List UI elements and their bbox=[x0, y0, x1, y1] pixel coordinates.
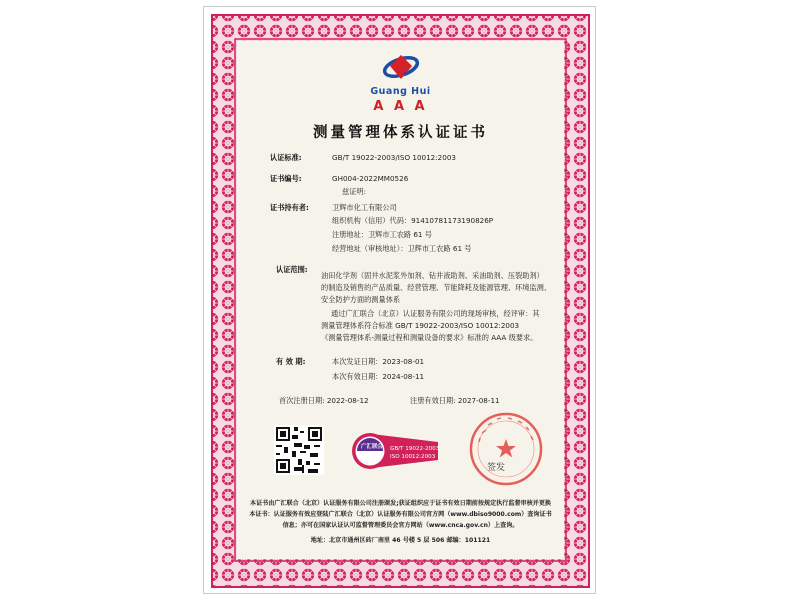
qr-code-icon bbox=[274, 425, 324, 475]
footer-line: 信息；亦可在国家认证认可监督管理委员会官方网站（www.cnca.gov.cn）上查询。 bbox=[282, 522, 519, 529]
signature: 签发 bbox=[487, 463, 506, 473]
scope-line: 的制造及销售的产品质量、经营管理、节能降耗及能源管理、环境监测、 bbox=[321, 283, 552, 292]
review-line: 测量管理体系符合标准 GB/T 19022-2003/ISO 10012:2003 bbox=[321, 321, 520, 330]
logo-text: Guang Hui bbox=[370, 86, 431, 97]
issue-date: 本次发证日期：2023-08-01 bbox=[332, 357, 425, 366]
scope-label: 认证范围: bbox=[276, 265, 308, 274]
standard-value: GB/T 19022-2003/ISO 10012:2003 bbox=[332, 153, 456, 162]
badge-brand: 广汇联合 bbox=[361, 444, 384, 450]
certificate bbox=[203, 6, 596, 594]
registered-address: 注册地址：卫辉市工农路 61 号 bbox=[332, 230, 432, 239]
holder-label: 证书持有者: bbox=[270, 203, 309, 212]
scope-line: 油田化学剂（固井水泥浆外加剂、钻井液助剂、采油助剂、压裂助剂） bbox=[321, 271, 544, 280]
guanghui-logo-icon bbox=[381, 51, 421, 85]
standard-label: 认证标准: bbox=[270, 153, 302, 162]
official-seal-icon bbox=[468, 411, 544, 487]
holder-name: 卫辉市化工有限公司 bbox=[332, 203, 397, 212]
certificate-title: 测量管理体系认证证书 bbox=[313, 125, 488, 141]
expiry-date: 本次有效日期：2024-08-11 bbox=[332, 372, 425, 381]
footer-line: 本证书：认证服务有效应登陆广汇联合（北京）认证服务有限公司官方网（www.dbiso9000.com）查询证书 bbox=[249, 511, 552, 518]
review-line: 通过广汇联合（北京）认证服务有限公司的现场审核，经评审：其 bbox=[331, 309, 540, 318]
scope-line: 安全防护方面的测量体系 bbox=[321, 295, 401, 304]
badge-standard-1: GB/T 19022-2003 bbox=[390, 446, 440, 452]
grade-label: A A A bbox=[373, 99, 428, 114]
registration-expiry-date: 注册有效日期: 2027-08-11 bbox=[410, 396, 500, 405]
cert-sub-label: 兹证明: bbox=[342, 187, 366, 196]
cert-no-value: GH004-2022MM0526 bbox=[332, 174, 409, 183]
operating-address: 经营地址（审核地址）：卫辉市工农路 61 号 bbox=[332, 244, 472, 253]
footer-line: 本证书由广汇联合（北京）认证服务有限公司注册颁发;获证组织应于证书有效日期前按规定执行监督审核并更换 bbox=[249, 500, 552, 507]
validity-label: 有 效 期: bbox=[276, 357, 306, 366]
org-code: 组织机构（信用）代码：914107811731908​26P bbox=[332, 216, 494, 225]
first-registration-date: 首次注册日期: 2022-08-12 bbox=[279, 396, 369, 405]
footer-address: 地址：北京市通州区砖厂南里 46 号楼 5 层 506 邮编：101121 bbox=[310, 537, 491, 544]
badge-standard-2: ISO 10012:2003 bbox=[390, 454, 436, 460]
review-line: 《测量管理体系-测量过程和测量设备的要求》标准的 AAA 级要求。 bbox=[321, 333, 538, 342]
cert-no-label: 证书编号: bbox=[270, 174, 302, 183]
